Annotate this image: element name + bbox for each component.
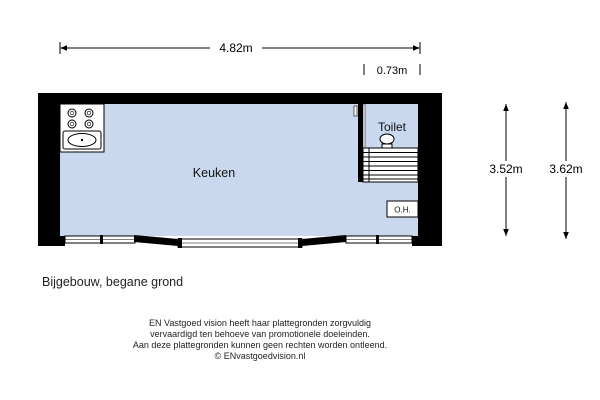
sink-icon (63, 131, 101, 149)
dimension-width-total (60, 40, 420, 55)
staircase (363, 148, 418, 182)
plan-caption: Bijgebouw, begane grond (42, 275, 184, 289)
boiler-label: O.H. (394, 205, 411, 215)
disclaimer-line: Aan deze plattegronden kunnen geen rechten worden ontleend. (132, 340, 388, 350)
height-outer-label: 3.62m (549, 162, 583, 176)
bottom-windows (65, 235, 412, 248)
room-label-kitchen: Keuken (192, 166, 236, 180)
dimension-height-inner (478, 104, 534, 236)
dimension-width-small (364, 64, 420, 77)
toilet-icon (380, 134, 394, 148)
disclaimer-line: vervaardigd ten behoeve van promotionele doeleinden. (150, 329, 370, 339)
height-inner-label: 3.52m (489, 162, 523, 176)
room-label-toilet: Toilet (377, 120, 407, 134)
disclaimer (60, 318, 460, 362)
width-small-label: 0.73m (376, 65, 408, 77)
width-total-label: 4.82m (219, 41, 253, 55)
boiler-box (387, 201, 418, 217)
disclaimer-line: EN Vastgoed vision heeft haar plattegronden zorgvuldig (149, 318, 371, 328)
dimension-height-outer (538, 102, 594, 239)
disclaimer-line: © ENvastgoedvision.nl (214, 351, 306, 361)
kitchen-counter (60, 104, 104, 152)
